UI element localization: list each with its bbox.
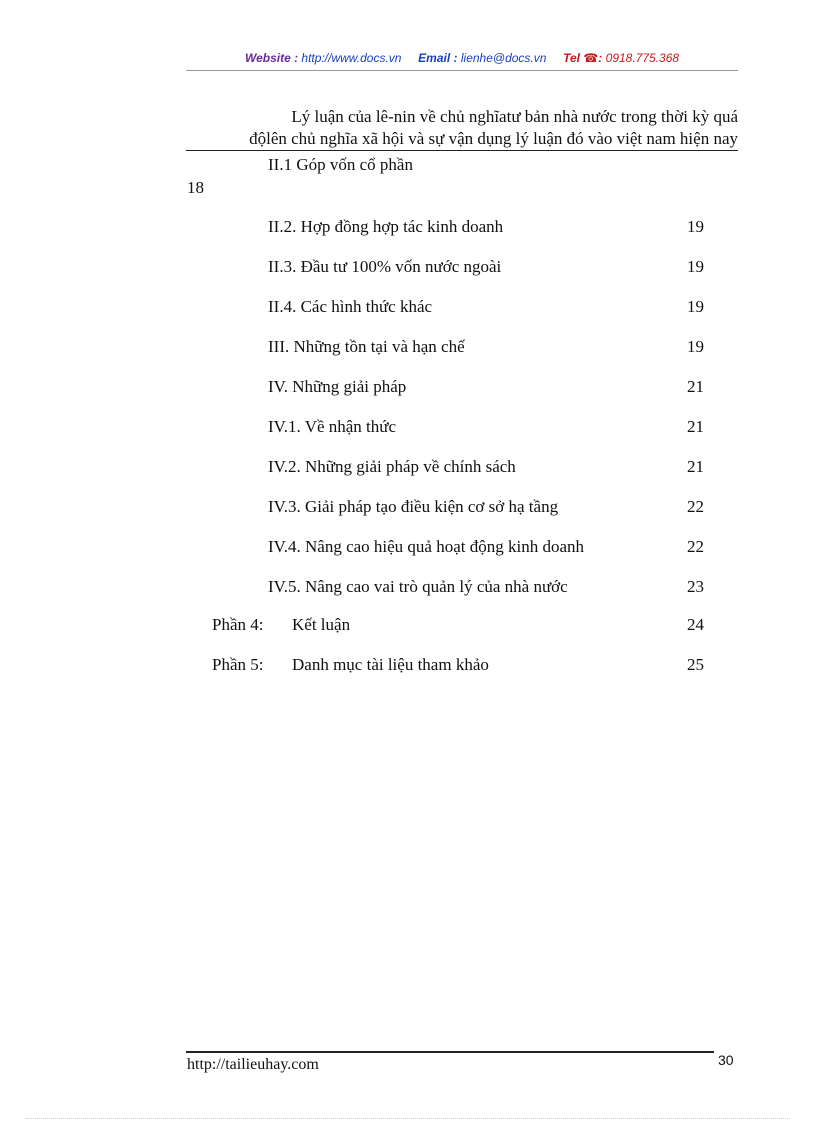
page-edge — [26, 1118, 790, 1119]
toc-item-title: IV.1. Về nhận thức — [268, 417, 397, 436]
email-label: Email : — [418, 51, 458, 65]
toc-part-page: 25 — [687, 655, 704, 674]
website-link[interactable]: http://www.docs.vn — [301, 51, 402, 65]
toc-item-page: 19 — [687, 297, 704, 316]
toc-part-title: Danh mục tài liệu tham khảo — [292, 655, 489, 674]
toc-part-label: Phần 4: — [212, 615, 264, 634]
toc-item-page: 18 — [187, 178, 204, 197]
toc-item-title: III. Những tồn tại và hạn chế — [268, 337, 465, 356]
toc-part-title: Kết luận — [292, 615, 351, 634]
toc-item-title: IV. Những giải pháp — [268, 377, 407, 396]
toc-item-title: IV.3. Giải pháp tạo điều kiện cơ sở hạ tầng — [268, 497, 559, 516]
toc-item-title: II.3. Đầu tư 100% vốn nước ngoài — [268, 257, 502, 276]
toc-row — [0, 255, 816, 279]
email-link[interactable]: lienhe@docs.vn — [460, 51, 547, 65]
website-label: Website : — [244, 51, 299, 65]
toc-row — [0, 495, 816, 519]
toc-row — [0, 575, 816, 599]
toc-item-page: 23 — [687, 577, 704, 596]
toc-item-title: II.1 Góp vốn cổ phần — [268, 155, 413, 174]
toc-part-row — [0, 613, 816, 637]
toc-item-title: IV.2. Những giải pháp về chính sách — [268, 457, 516, 476]
toc-row — [0, 215, 816, 239]
toc-item-page: 21 — [687, 417, 704, 436]
header-divider — [186, 70, 738, 71]
toc-row — [0, 295, 816, 319]
toc-item-title: IV.5. Nâng cao vai trò quản lý của nhà nước — [268, 577, 568, 596]
toc-part-label: Phần 5: — [212, 655, 264, 674]
website-header — [186, 51, 738, 65]
footer-divider — [186, 1051, 714, 1053]
toc-row — [0, 335, 816, 359]
title-line-1: Lý luận của lê-nin về chủ nghĩatư bản nhà nước trong thời kỳ quá — [291, 107, 738, 126]
toc-row — [0, 375, 816, 399]
toc-item-page: 21 — [687, 457, 704, 476]
toc-part-row — [0, 653, 816, 677]
title-line-2: độlên chủ nghĩa xã hội và sự vận dụng lý luận đó vào việt nam hiện nay — [249, 129, 738, 148]
document-title — [186, 106, 738, 150]
toc-item-page: 21 — [687, 377, 704, 396]
toc-row — [0, 153, 816, 177]
footer-url[interactable]: http://tailieuhay.com — [187, 1056, 319, 1073]
toc-row — [0, 415, 816, 439]
toc-row — [0, 455, 816, 479]
toc-item-title: IV.4. Nâng cao hiệu quả hoạt động kinh doanh — [268, 537, 585, 556]
toc-item-page: 19 — [687, 257, 704, 276]
tel-value: 0918.775.368 — [605, 51, 680, 65]
toc-item-page: 19 — [687, 337, 704, 356]
toc-item-page: 22 — [687, 497, 704, 516]
title-divider — [186, 150, 738, 151]
toc-item-page: 19 — [687, 217, 704, 236]
page-number: 30 — [718, 1052, 734, 1068]
toc-row — [0, 535, 816, 559]
toc-part-page: 24 — [687, 615, 704, 634]
toc-item-title: II.2. Hợp đồng hợp tác kinh doanh — [268, 217, 504, 236]
tel-label: Tel ☎: — [563, 51, 603, 65]
toc-item-page: 22 — [687, 537, 704, 556]
toc-item-title: II.4. Các hình thức khác — [268, 297, 433, 316]
